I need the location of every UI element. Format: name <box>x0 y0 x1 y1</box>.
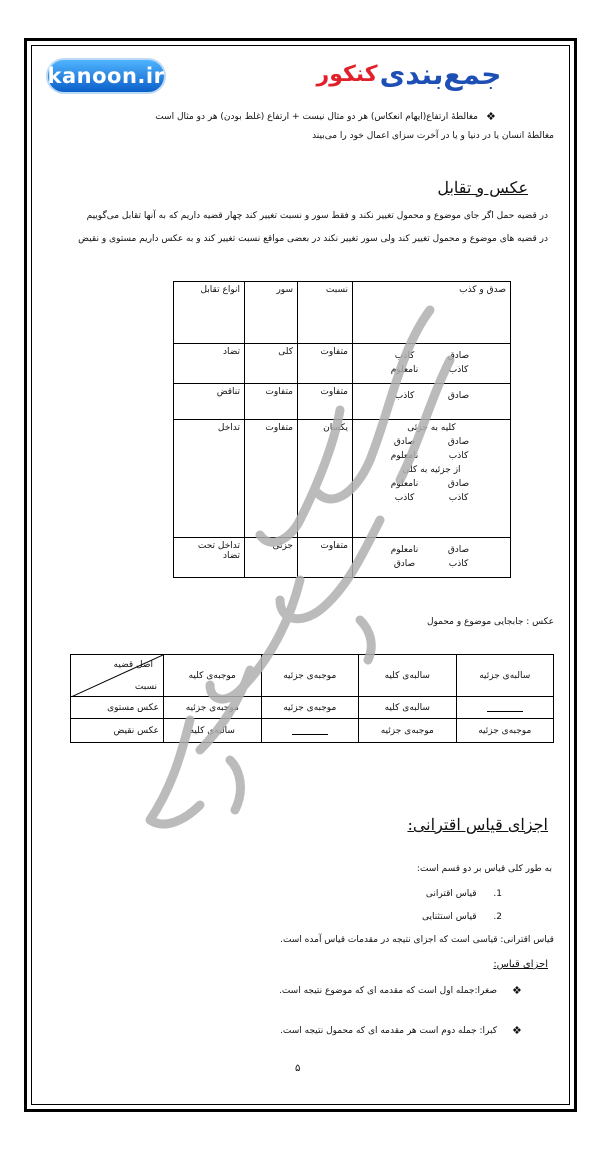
section1-paragraph-2: در قضیه های موضوع و محمول تغییر کند ولی سور تغییر نکند در بعضی مواقع نسبت تغییر کند و به عکس داریم مستوی و نقیض <box>78 234 548 244</box>
intro-line-1: مغالطۀ ارتفاع(ایهام انعکاس) هر دو مثال نیست + ارتفاع (غلط بودن) هر دو مثال است <box>155 112 478 122</box>
syllogism-intro: به طور کلی قیاس بر دو قسم است: <box>416 864 552 874</box>
contrast-table <box>173 281 511 578</box>
table-cell <box>353 538 511 578</box>
bullet-text: صغرا:جمله اول است که مقدمه ای که موضوع نتیجه است. <box>278 986 497 996</box>
table-cell: متفاوت <box>245 420 298 538</box>
table-cell: موجبه‌ی جزئیه <box>456 719 554 743</box>
table-cell: عکس مستوی <box>71 697 164 719</box>
table-cell: جزئی <box>245 538 298 578</box>
diamond-bullet-icon: ❖ <box>512 984 522 997</box>
section-heading-syllogism-parts: اجزای قیاس اقترانی: <box>407 815 548 834</box>
table-cell: تداخل <box>174 420 245 538</box>
table-header-cell: موجبه‌ی جزئیه <box>261 655 359 697</box>
table-row <box>71 655 554 697</box>
truth-pair: کاذب نامعلوم <box>390 451 469 461</box>
table-row <box>71 719 554 743</box>
reverse-definition-label: عکس : جابجایی موضوع و محمول <box>426 617 554 627</box>
diamond-bullet-icon: ❖ <box>486 110 496 123</box>
page-number: ۵ <box>295 1063 301 1074</box>
table-row <box>71 697 554 719</box>
table-cell: سالبه‌ی کلیه <box>359 697 457 719</box>
diamond-bullet-icon: ❖ <box>512 1024 522 1037</box>
subtable-title: کلیه به جزئی <box>407 423 456 433</box>
section1-paragraph-1: در قضیه حمل اگر جای موضوع و محمول تغییر نکند و فقط سور و نسبت تغییر کند چهار قضیه داریم که به آنها تقابل می‌گوییم <box>86 211 548 221</box>
subtable-title: از جزئیه به کلی <box>402 465 461 475</box>
bullet-text: کبرا: جمله دوم است هر مقدمه ای که محمول نتیجه است. <box>280 1026 497 1036</box>
corner-bottom-label: نسبت <box>134 682 157 692</box>
truth-pair: صادق صادق <box>393 437 470 447</box>
table-cell <box>353 344 511 384</box>
blank-line <box>487 701 523 712</box>
table-row <box>174 384 511 420</box>
table-header-cell: موجبه‌ی کلیه <box>164 655 262 697</box>
truth-pair: صادق کاذب <box>394 351 470 361</box>
kanoon-logo: kanoon.ir <box>46 58 166 94</box>
section-heading-reverse-contrast: عکس و تقابل <box>437 178 528 197</box>
corner-top-label: اصل قضیه <box>113 660 153 670</box>
table-cell: سالبه‌ی کلیه <box>164 719 262 743</box>
reverse-table <box>70 654 554 743</box>
intro-line-2: مغالطۀ انسان یا در دنیا و یا در آخرت سزای اعمال خود را می‌بیند <box>312 131 554 141</box>
table-cell: یکسان <box>298 420 353 538</box>
brand-logo-main: جمع‌بندی <box>379 57 502 91</box>
list-item-text: قیاس اقترانی <box>425 889 477 899</box>
table-header-cell: انواع تقابل <box>174 282 245 344</box>
brand-logo-sub: کنکور <box>316 61 378 87</box>
table-cell <box>353 384 511 420</box>
table-cell: عکس نقیض <box>71 719 164 743</box>
table-cell: موجبه‌ی جزئیه <box>164 697 262 719</box>
syllogism-definition: قیاس اقترانی: قیاسی است که اجزای نتیجه در مقدمات قیاس آمده است. <box>280 935 554 945</box>
truth-pair: کاذب کاذب <box>394 493 469 503</box>
table-cell: متفاوت <box>298 538 353 578</box>
truth-pair: صادق نامعلوم <box>390 479 470 489</box>
table-header-cell: صدق و کذب <box>353 282 511 344</box>
corner-header-cell <box>71 655 164 697</box>
list-item-number: 2. <box>493 912 502 922</box>
truth-pair: کاذب نامعلوم <box>390 365 469 375</box>
syllogism-subheading: اجزای قیاس: <box>493 959 548 970</box>
table-cell: تناقض <box>174 384 245 420</box>
table-row <box>174 538 511 578</box>
table-cell: موجبه‌ی جزئیه <box>261 697 359 719</box>
table-cell: کلی <box>245 344 298 384</box>
table-cell <box>353 420 511 538</box>
list-item-number: 1. <box>493 889 502 899</box>
table-cell: تضاد <box>174 344 245 384</box>
table-cell: متفاوت <box>298 384 353 420</box>
blank-line <box>292 724 328 735</box>
table-cell <box>261 719 359 743</box>
table-row <box>174 282 511 344</box>
table-cell: متفاوت <box>298 344 353 384</box>
list-item <box>422 912 502 922</box>
table-row <box>174 344 511 384</box>
table-cell: موجبه‌ی جزئیه <box>359 719 457 743</box>
table-header-cell: سالبه‌ی کلیه <box>359 655 457 697</box>
list-item <box>426 889 502 899</box>
table-header-cell: سالبه‌ی جزئیه <box>456 655 554 697</box>
truth-pair: کاذب صادق <box>393 559 469 569</box>
truth-pair: صادق کاذب <box>394 391 470 401</box>
table-header-cell: نسبت <box>298 282 353 344</box>
table-cell: متفاوت <box>245 384 298 420</box>
table-cell: تداخل تحت تضاد <box>174 538 245 578</box>
table-cell <box>456 697 554 719</box>
truth-pair: صادق نامعلوم <box>390 545 470 555</box>
list-item-text: قیاس استثنایی <box>421 912 477 922</box>
brand-logo <box>318 54 500 94</box>
table-header-cell: سور <box>245 282 298 344</box>
table-row <box>174 420 511 538</box>
